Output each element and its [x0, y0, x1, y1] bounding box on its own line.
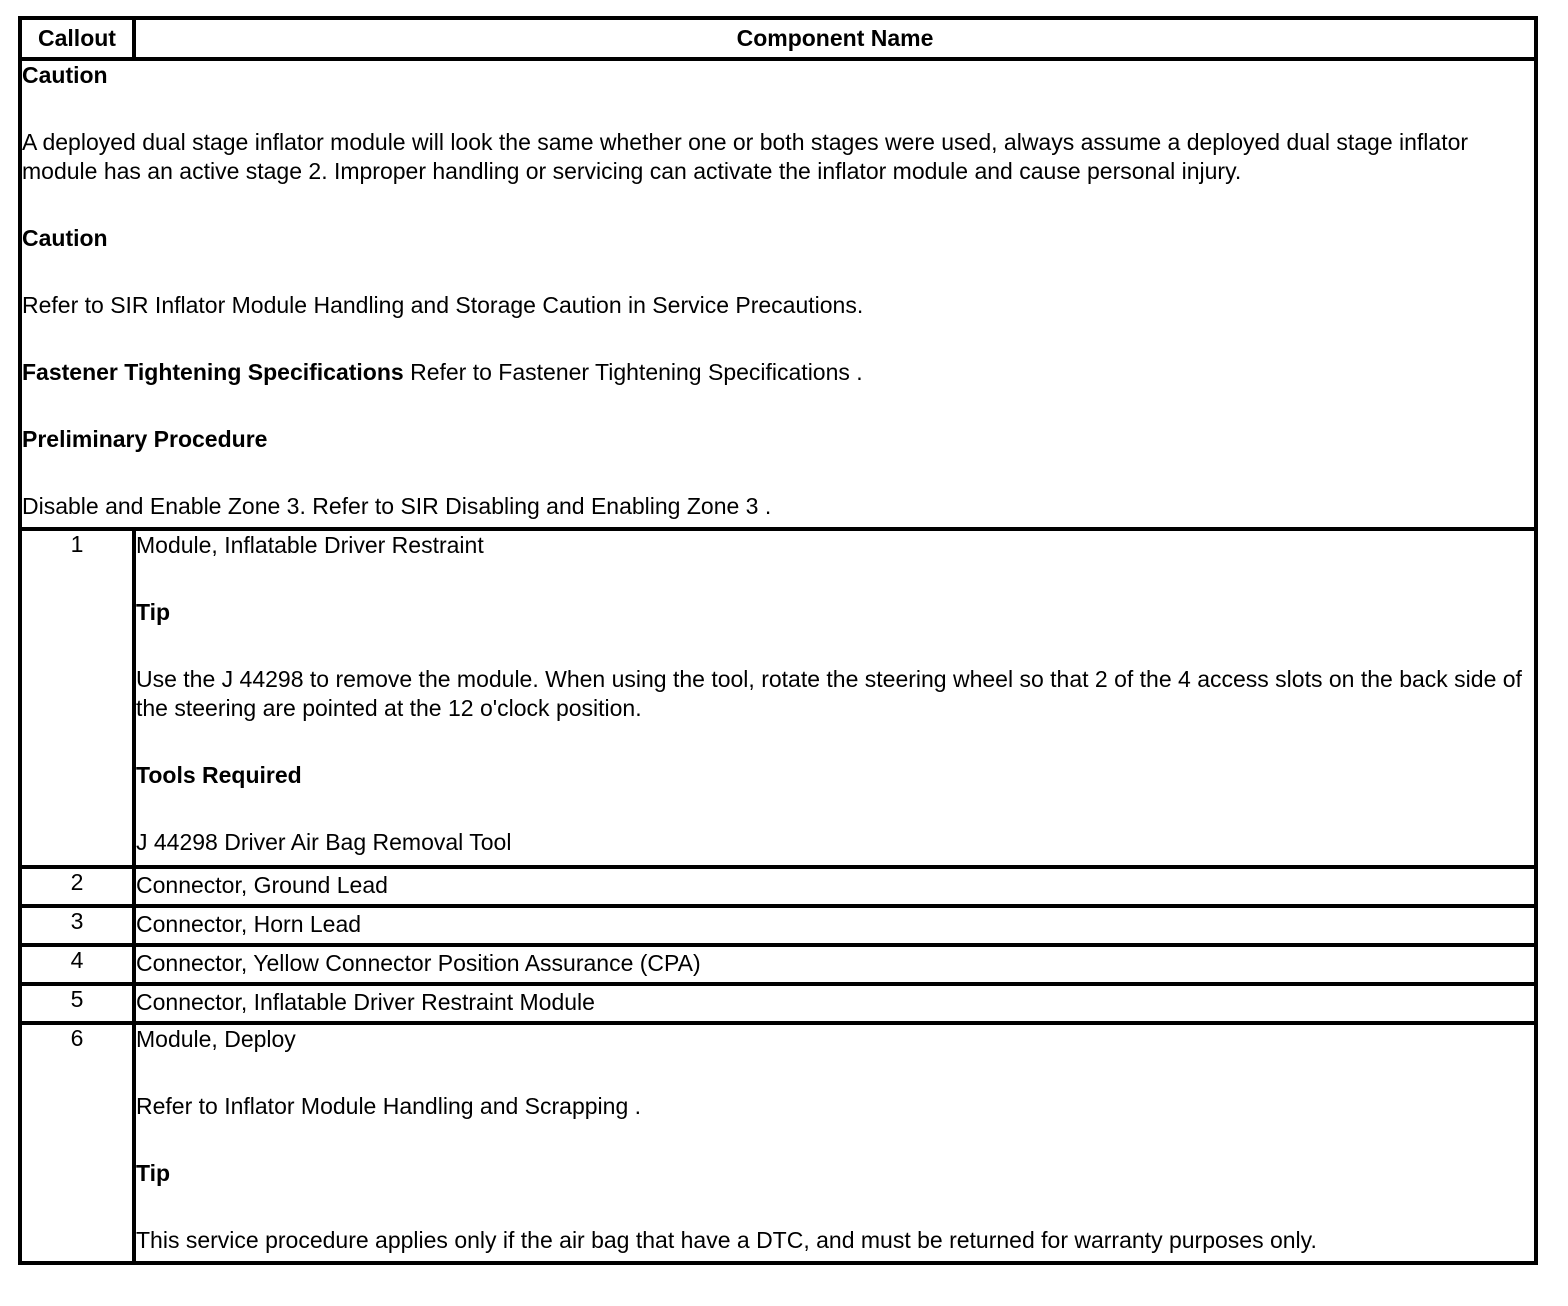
component-name: Connector, Inflatable Driver Restraint Module [134, 984, 1536, 1023]
intro-cell [20, 59, 1536, 529]
component-name: Connector, Horn Lead [134, 906, 1536, 945]
fastener-spec-line [22, 358, 1534, 387]
header-row [20, 18, 1536, 59]
preliminary-title: Preliminary Procedure [22, 426, 268, 452]
reference-text: Refer to Inflator Module Handling and Scrapping . [136, 1093, 642, 1119]
component-name: Module, Inflatable Driver Restraint [136, 532, 484, 558]
caution-1-title: Caution [22, 62, 108, 88]
component-cell [134, 529, 1536, 867]
tools-required-title: Tools Required [136, 762, 302, 788]
header-component-name: Component Name [134, 18, 1536, 59]
caution-2-title: Caution [22, 225, 108, 251]
preliminary-text: Disable and Enable Zone 3. Refer to SIR Disabling and Enabling Zone 3 . [22, 493, 772, 519]
component-name: Connector, Yellow Connector Position Assurance (CPA) [134, 945, 1536, 984]
callout-table [18, 16, 1538, 1265]
component-name: Connector, Ground Lead [134, 867, 1536, 906]
caution-1-text: A deployed dual stage inflator module will look the same whether one or both stages were used, always assume a deployed dual stage inflator module has an active stage 2. Improper handling or servicing can activate the inflator module and cause personal injury. [22, 129, 1469, 184]
tip-title: Tip [136, 1160, 171, 1186]
tip-text: Use the J 44298 to remove the module. When using the tool, rotate the steering wheel so that 2 of the 4 access slots on the back side of the steering are pointed at the 12 o'clock position. [136, 666, 1522, 721]
tools-required-text: J 44298 Driver Air Bag Removal Tool [136, 829, 512, 855]
callout-number: 6 [20, 1023, 134, 1263]
fastener-spec-text: Refer to Fastener Tightening Specifications . [403, 359, 863, 385]
tip-title: Tip [136, 599, 171, 625]
fastener-spec-label: Fastener Tightening Specifications [22, 359, 404, 385]
tip-text: This service procedure applies only if the air bag that have a DTC, and must be returned for warranty purposes only. [136, 1227, 1317, 1253]
caution-2-text: Refer to SIR Inflator Module Handling and Storage Caution in Service Precautions. [22, 292, 864, 318]
callout-number: 4 [20, 945, 134, 984]
table-row [20, 945, 1536, 984]
header-callout: Callout [20, 18, 134, 59]
callout-number: 5 [20, 984, 134, 1023]
table-row [20, 906, 1536, 945]
component-cell [134, 1023, 1536, 1263]
callout-number: 3 [20, 906, 134, 945]
callout-number: 2 [20, 867, 134, 906]
callout-number: 1 [20, 529, 134, 867]
intro-row [20, 59, 1536, 529]
table-row [20, 867, 1536, 906]
table-row [20, 1023, 1536, 1263]
component-name: Module, Deploy [136, 1026, 296, 1052]
table-row [20, 529, 1536, 867]
table-row [20, 984, 1536, 1023]
